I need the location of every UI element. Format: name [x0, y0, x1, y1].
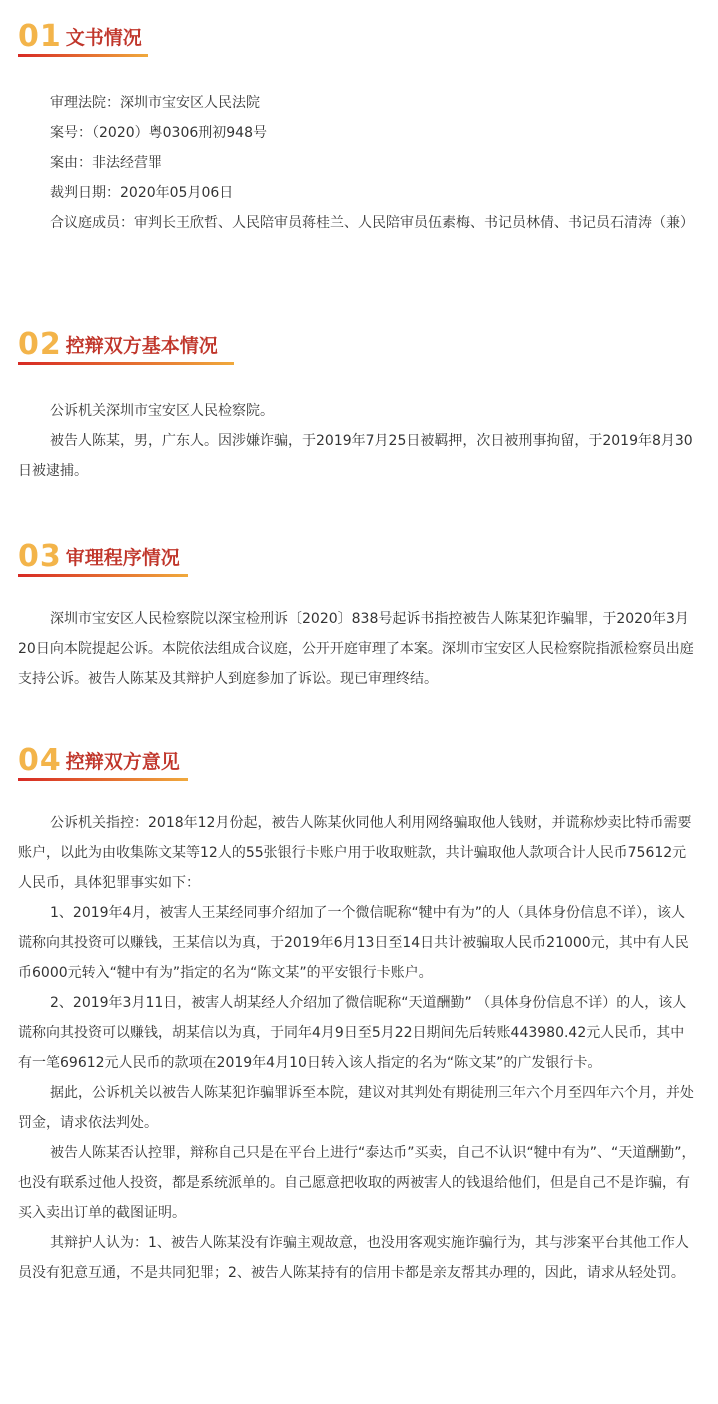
case-cause-line: 案由：非法经营罪: [50, 155, 162, 171]
section-underline: [18, 574, 188, 577]
panel-members-line: 合议庭成员：审判长王欣哲、人民陪审员蒋桂兰、人民陪审员伍素梅、书记员林倩、书记员石清涛（兼）: [50, 215, 694, 231]
doc-info-block: [18, 88, 698, 238]
paragraph: 公诉机关深圳市宝安区人民检察院。: [50, 403, 274, 419]
section-heading-04: [18, 734, 180, 776]
paragraph: 被告人陈某否认控罪，辩称自己只是在平台上进行“泰达币”买卖，自己不认识“犍中有为”、“天道酬勤”，也没有联系过他人投资，都是系统派单的。自己愿意把收取的两被害人的钱退给他们，但是自己不是诈骗，有买入卖出订单的截图证明。: [18, 1145, 696, 1221]
paragraph: 被告人陈某，男，广东人。因涉嫌诈骗，于2019年7月25日被羁押，次日被刑事拘留，于2019年8月30日被逮捕。: [18, 433, 693, 479]
section-number: 02: [18, 327, 62, 362]
section-heading-03: [18, 530, 180, 572]
judgment-date-line: 裁判日期：2020年05月06日: [50, 185, 234, 201]
case-number-line: 案号：（2020）粤0306刑初948号: [50, 125, 267, 141]
section-heading-02: [18, 318, 218, 360]
paragraph: 1、2019年4月，被害人王某经同事介绍加了一个微信昵称“犍中有为”的人（具体身份信息不详），该人谎称向其投资可以赚钱，王某信以为真，于2019年6月13日至14日共计被骗取人民币21000元，其中有人民币6000元转入“犍中有为”指定的名为“陈文某”的平安银行卡账户。: [18, 905, 689, 981]
section-number: 01: [18, 19, 62, 54]
section-heading-01: [18, 10, 142, 52]
section-title: 文书情况: [65, 27, 142, 49]
section-title: 审理程序情况: [65, 547, 180, 569]
section-title: 控辩双方意见: [65, 751, 180, 773]
court-line: 审理法院：深圳市宝安区人民法院: [50, 95, 260, 111]
paragraph: 2、2019年3月11日，被害人胡某经人介绍加了微信昵称“天道酬勤” （具体身份信息不详）的人，该人谎称向其投资可以赚钱，胡某信以为真，于同年4月9日至5月22日期间先后转账443980.42元人民币，其中有一笔69612元人民币的款项在2019年4月10日转入该人指定的名为“陈文某”的广发银行卡。: [18, 995, 687, 1071]
section-underline: [18, 362, 234, 365]
paragraph: 深圳市宝安区人民检察院以深宝检刑诉〔2020〕838号起诉书指控被告人陈某犯诈骗罪，于2020年3月20日向本院提起公诉。本院依法组成合议庭，公开开庭审理了本案。深圳市宝安区人民检察院指派检察员出庭支持公诉。被告人陈某及其辩护人到庭参加了诉讼。现已审理终结。: [18, 611, 694, 687]
paragraph: 公诉机关指控：2018年12月份起，被告人陈某伙同他人利用网络骗取他人钱财，并谎称炒卖比特币需要账户，以此为由收集陈文某等12人的55张银行卡账户用于收取赃款，共计骗取他人款项合计人民币75612元人民币，具体犯罪事实如下：: [18, 815, 692, 891]
section-number: 04: [18, 743, 62, 778]
procedure-block: [18, 604, 698, 694]
section-underline: [18, 778, 188, 781]
section-number: 03: [18, 539, 62, 574]
paragraph: 据此，公诉机关以被告人陈某犯诈骗罪诉至本院，建议对其判处有期徒刑三年六个月至四年六个月，并处罚金，请求依法判处。: [18, 1085, 694, 1131]
parties-block: [18, 396, 698, 486]
section-underline: [18, 54, 148, 57]
opinions-block: [18, 808, 698, 1288]
paragraph: 其辩护人认为：1、被告人陈某没有诈骗主观故意，也没用客观实施诈骗行为，其与涉案平台其他工作人员没有犯意互通，不是共同犯罪；2、被告人陈某持有的信用卡都是亲友帮其办理的，因此，请求从轻处罚。: [18, 1235, 689, 1281]
section-title: 控辩双方基本情况: [65, 335, 218, 357]
